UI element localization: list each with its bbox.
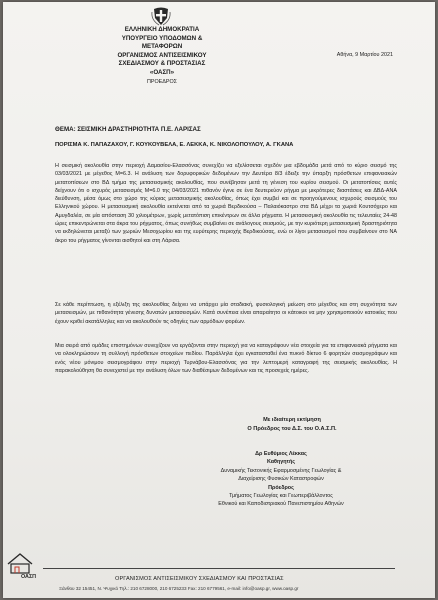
body-paragraph: Η σεισμική ακολουθία στην περιοχή Δαμασίου-Ελασσόνας συνεχίζει να εξελίσσεται σχεδόν μια εβδομάδα μετά από το κύριο σεισμό της 03/03/2021 με μέγεθος Μ=6.3. Η ανάλυση των δορυφορικών δεδομένων την Δευτέρα 8/3 έδειξε την ύπαρξη πρόσθετων επιφανειακών μετατοπίσεων στο ΒΔ τμήμα της μετασεισμικής ακολουθίας, που συνέβησαν μετά τη γένεση του κυρίου σεισμού. Οι μετατοπίσεις αυτές δείχνουν ότι ο ισχυρός μετασεισμός Μ=6.0 της 04/03/2021 πιθανόν έγινε σε ένα δευτερεύον ρήγμα με μικρότερες διαστάσεις και ΔΒΔ-ΑΝΑ διεύθυνση, μέσα όμως στο χώρο της κύριας μετασεισμικής ακολουθίας, όπως έχει συμβεί και σε προηγούμενους ισχυρούς σεισμούς του Ελληνικού χώρου. Η μετασεισμική ακολουθία εκτείνεται από τα χωριά Βερδικούσα – Παλαιόκαστρο στα ΒΔ μέχρι τα χωριά Κουτσόχερο και Αμυγδαλέα, σε μία απόσταση 30 χιλιομέτρων, χωρίς μετατόπιση επικέντρων σε άλλα ρήγματα. Η μετασεισμική ακολουθία τις τελευταίες 24-48 ώρες επικεντρώνεται στα άκρα του ρήγματος, όπως συνήθως συμβαίνει σε ανάλογους σεισμούς, με την κυριότερη μετασεισμική δραστηριότητα να εκδηλώνεται μεταξύ των χωριών Μεσοχωρίου και της ευρύτερης περιοχής Βερδικούσας, ενώ οι λίγοι μετασεισμοί που συμβαίνουν στο ΝΑ άκρο του ρήγματος γίνονται αισθητοί και στη Λάρισα.	[55, 163, 397, 244]
subject-line: ΘΕΜΑ: ΣΕΙΣΜΙΚΗ ΔΡΑΣΤΗΡΙΟΤΗΤΑ Π.Ε. ΛΑΡΙΣΑΣ	[55, 126, 201, 133]
document-date: Αθήνα, 9 Μαρτίου 2021	[336, 52, 393, 58]
signer-university: Εθνικού και Καποδιστριακού Πανεπιστημίου Αθηνών	[218, 501, 344, 508]
signer-title: Καθηγητής	[266, 459, 296, 466]
signer-name: Δρ Ευθύμιος Λέκκας	[255, 451, 307, 457]
closing-block	[217, 416, 367, 433]
header-line: ΜΕΤΑΦΟΡΩΝ	[141, 43, 183, 51]
header-line: «ΟΑΣΠ»	[149, 68, 175, 76]
signer-department: Διαχείρισης Φυσικών Καταστροφών	[238, 476, 324, 483]
oasp-logo-text: ΟΑΣΠ	[21, 574, 37, 580]
header-line: ΕΛΛΗΝΙΚΗ ΔΗΜΟΚΡΑΤΙΑ	[124, 26, 200, 33]
header-line: ΥΠΟΥΡΓΕΙΟ ΥΠΟΔΟΜΩΝ &	[121, 34, 203, 42]
signer-role: Πρόεδρος	[268, 484, 294, 491]
letter-page	[3, 2, 435, 598]
header-office: ΠΡΟΕΔΡΟΣ	[147, 78, 177, 85]
header-line: ΣΧΕΔΙΑΣΜΟΥ & ΠΡΟΣΤΑΣΙΑΣ	[118, 60, 206, 68]
body-paragraph: Σε κάθε περίπτωση, η εξέλιξη της ακολουθίας δείχνει να υπάρχει μία σταδιακή, φυσιολογική μείωση στο μέγεθος και στη συχνότητα των μετασεισμών, με πιθανότητα γένεσης δυνατών μετασεισμών. Κατά συνέπεια είναι απαραίτητο οι κάτοικοι να μην χρησιμοποιούν κατοικίες που έχουν κριθεί ακατάλληλες και να ακολουθούν τις οδηγίες των αρμόδιων φορέων.	[55, 302, 397, 325]
signer-department: Δυναμικής Τεκτονικής Εφαρμοσμένης Γεωλογίας &	[220, 467, 342, 474]
footer-divider	[43, 568, 395, 569]
signature-block	[181, 450, 381, 509]
closing-role: Ο Πρόεδρος του Δ.Σ. του Ο.Α.Σ.Π.	[247, 425, 337, 432]
greek-coat-of-arms-icon	[151, 6, 171, 26]
footer-contact-info: Ξάνθου 32 15451, Ν. Ψυχικό Τηλ.: 210 6728000, 210 6725233 Fax: 210 6779561, e-mail: info@oasp.gr, www.oasp.gr	[59, 586, 299, 591]
authors-line: ΠΟΡΙΣΜΑ Κ. ΠΑΠΑΖΑΧΟΥ, Γ. ΚΟΥΚΟΥΒΕΛΑ, Ε. ΛΕΚΚΑ, Κ. ΝΙΚΟΛΟΠΟΥΛΟΥ, Α. ΓΚΑΝΑ	[55, 142, 294, 148]
body-paragraph: Μια σειρά από ομάδες επιστημόνων συνεχίζουν να εργάζονται στην περιοχή για να καταγράφουν νέα στοιχεία για τα επιφανειακά ρήγματα και να ολοκληρώσουν τη συλλογή πρόσθετων στοιχείων πεδίου. Παράλληλα έχει εγκατασταθεί ένα πυκνό δίκτυο 6 φορητών σεισμογράφων και ενός νέου μόνιμου σεισμογράφου στην περιοχή Τυρνάβου-Ελασσόνας για την λεπτομερή καταγραφή της σεισμικής ακολουθίας. Η παρακολούθηση θα συνεχιστεί με την ανάλυση όλων των διαθέσιμων δεδομένων και τις προσεχείς ημέρες.	[55, 343, 397, 374]
signer-department: Τμήματος Γεωλογίας και Γεωπεριβάλλοντος	[229, 493, 333, 500]
footer-organization: ΟΡΓΑΝΙΣΜΟΣ ΑΝΤΙΣΕΙΣΜΙΚΟΥ ΣΧΕΔΙΑΣΜΟΥ ΚΑΙ ΠΡΟΣΤΑΣΙΑΣ	[115, 576, 284, 582]
header-line: ΟΡΓΑΝΙΣΜΟΣ ΑΝΤΙΣΕΙΣΜΙΚΟΥ	[117, 51, 207, 59]
issuer-header	[87, 26, 237, 86]
closing-greeting: Με ιδιαίτερη εκτίμηση	[263, 417, 321, 423]
